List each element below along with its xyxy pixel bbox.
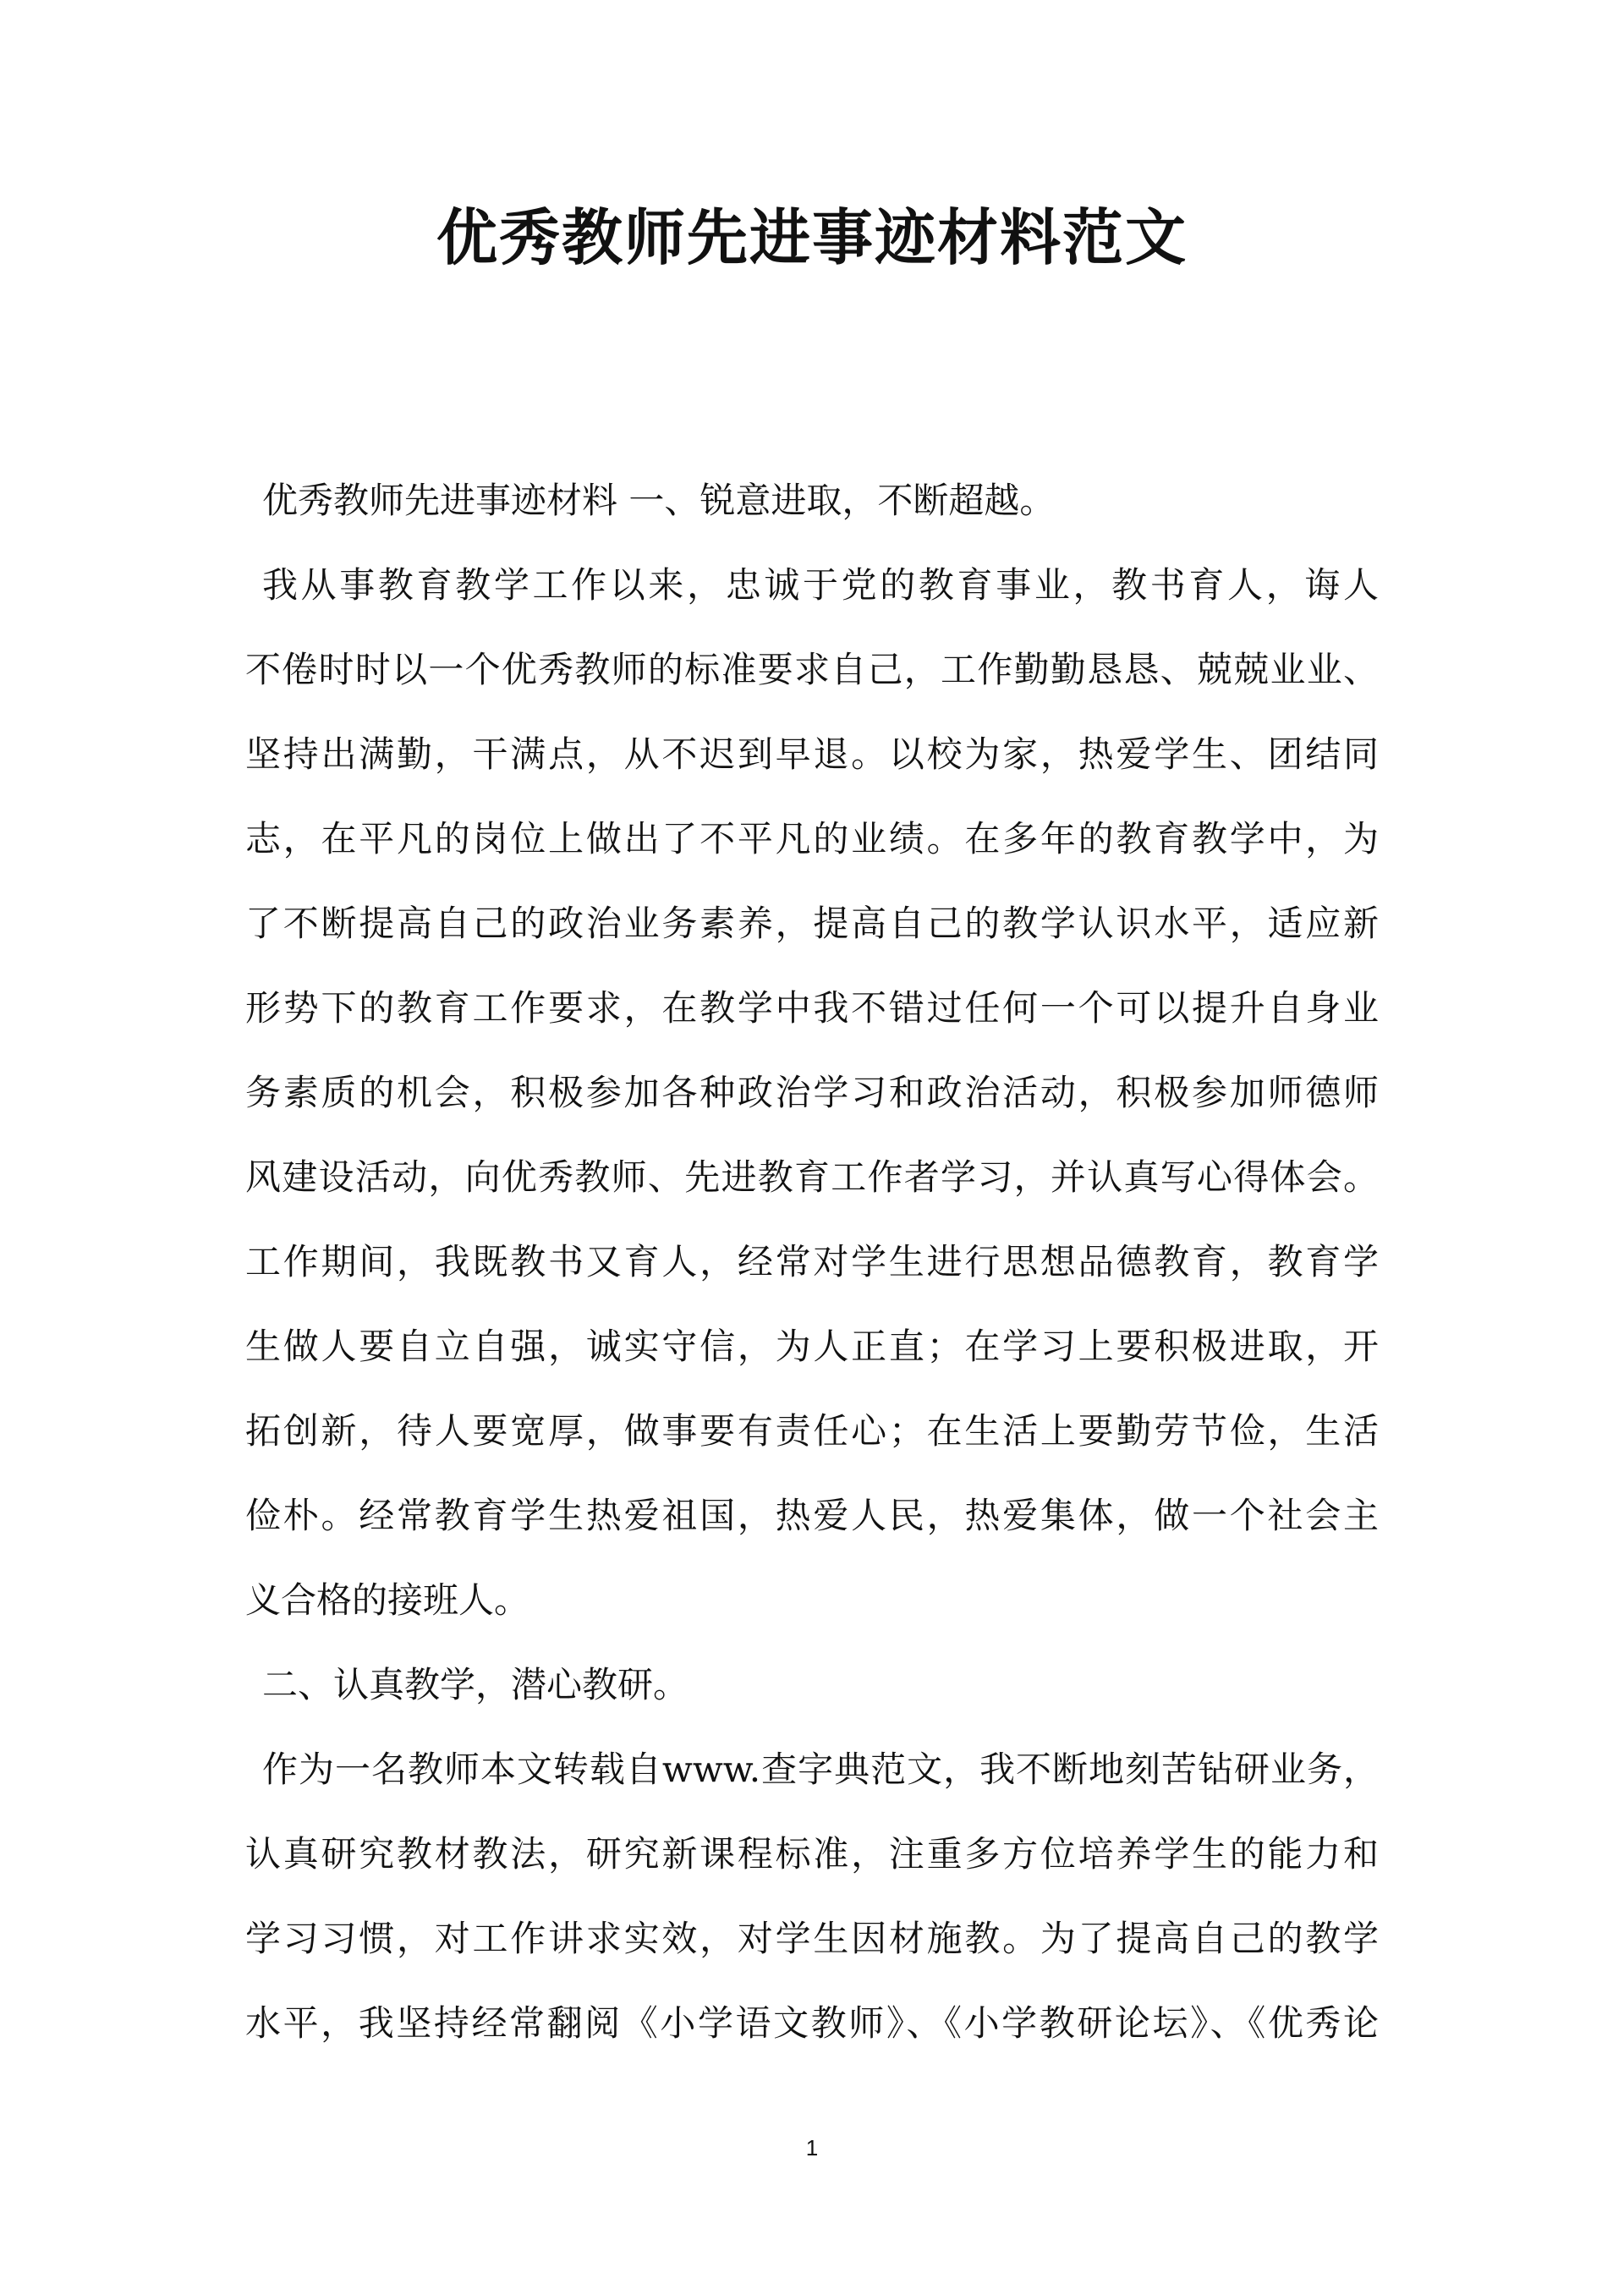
paragraph-line: 作为一名教师本文转载自www.查字典范文，我不断地刻苦钻研业务， bbox=[262, 1749, 1379, 1790]
section-heading: 二、认真教学，潜心教研。 bbox=[262, 1664, 689, 1705]
paragraph-line: 形势下的教育工作要求，在教学中我不错过任何一个可以提升自身业 bbox=[245, 987, 1379, 1029]
paragraph-line: 志，在平凡的岗位上做出了不平凡的业绩。在多年的教育教学中，为 bbox=[245, 818, 1379, 859]
paragraph-line: 拓创新，待人要宽厚，做事要有责任心；在生活上要勤劳节俭，生活 bbox=[245, 1410, 1379, 1452]
page-number: 1 bbox=[805, 2135, 819, 2160]
paragraph-line: 坚持出满勤，干满点，从不迟到早退。以校为家，热爱学生、团结同 bbox=[245, 733, 1379, 775]
paragraph-line: 工作期间，我既教书又育人，经常对学生进行思想品德教育，教育学 bbox=[245, 1241, 1379, 1282]
paragraph-line: 优秀教师先进事迹材料 一、锐意进取，不断超越。 bbox=[262, 480, 1056, 521]
paragraph-line: 学习习惯，对工作讲求实效，对学生因材施教。为了提高自己的教学 bbox=[245, 1918, 1379, 1959]
paragraph-line: 风建设活动，向优秀教师、先进教育工作者学习，并认真写心得体会。 bbox=[245, 1156, 1379, 1198]
paragraph-line: 我从事教育教学工作以来，忠诚于党的教育事业，教书育人，诲人 bbox=[262, 564, 1379, 606]
paragraph-line: 了不断提高自己的政治业务素养，提高自己的教学认识水平，适应新 bbox=[245, 903, 1379, 944]
paragraph-line: 不倦时时以一个优秀教师的标准要求自己，工作勤勤恳恳、兢兢业业、 bbox=[245, 649, 1379, 690]
paragraph-line: 务素质的机会，积极参加各种政治学习和政治活动，积极参加师德师 bbox=[245, 1072, 1379, 1113]
paragraph-line: 生做人要自立自强，诚实守信，为人正直；在学习上要积极进取，开 bbox=[245, 1326, 1379, 1367]
paragraph-line: 俭朴。经常教育学生热爱祖国，热爱人民，热爱集体，做一个社会主 bbox=[245, 1495, 1379, 1536]
document-title: 优秀教师先进事迹材料范文 bbox=[436, 201, 1188, 273]
paragraph-line: 水平，我坚持经常翻阅《小学语文教师》、《小学教研论坛》、《优秀论 bbox=[245, 2002, 1379, 2044]
paragraph-line: 认真研究教材教法，研究新课程标准，注重多方位培养学生的能力和 bbox=[245, 1833, 1379, 1875]
document-body bbox=[245, 458, 1379, 2066]
paragraph-line: 义合格的接班人。 bbox=[245, 1579, 530, 1621]
